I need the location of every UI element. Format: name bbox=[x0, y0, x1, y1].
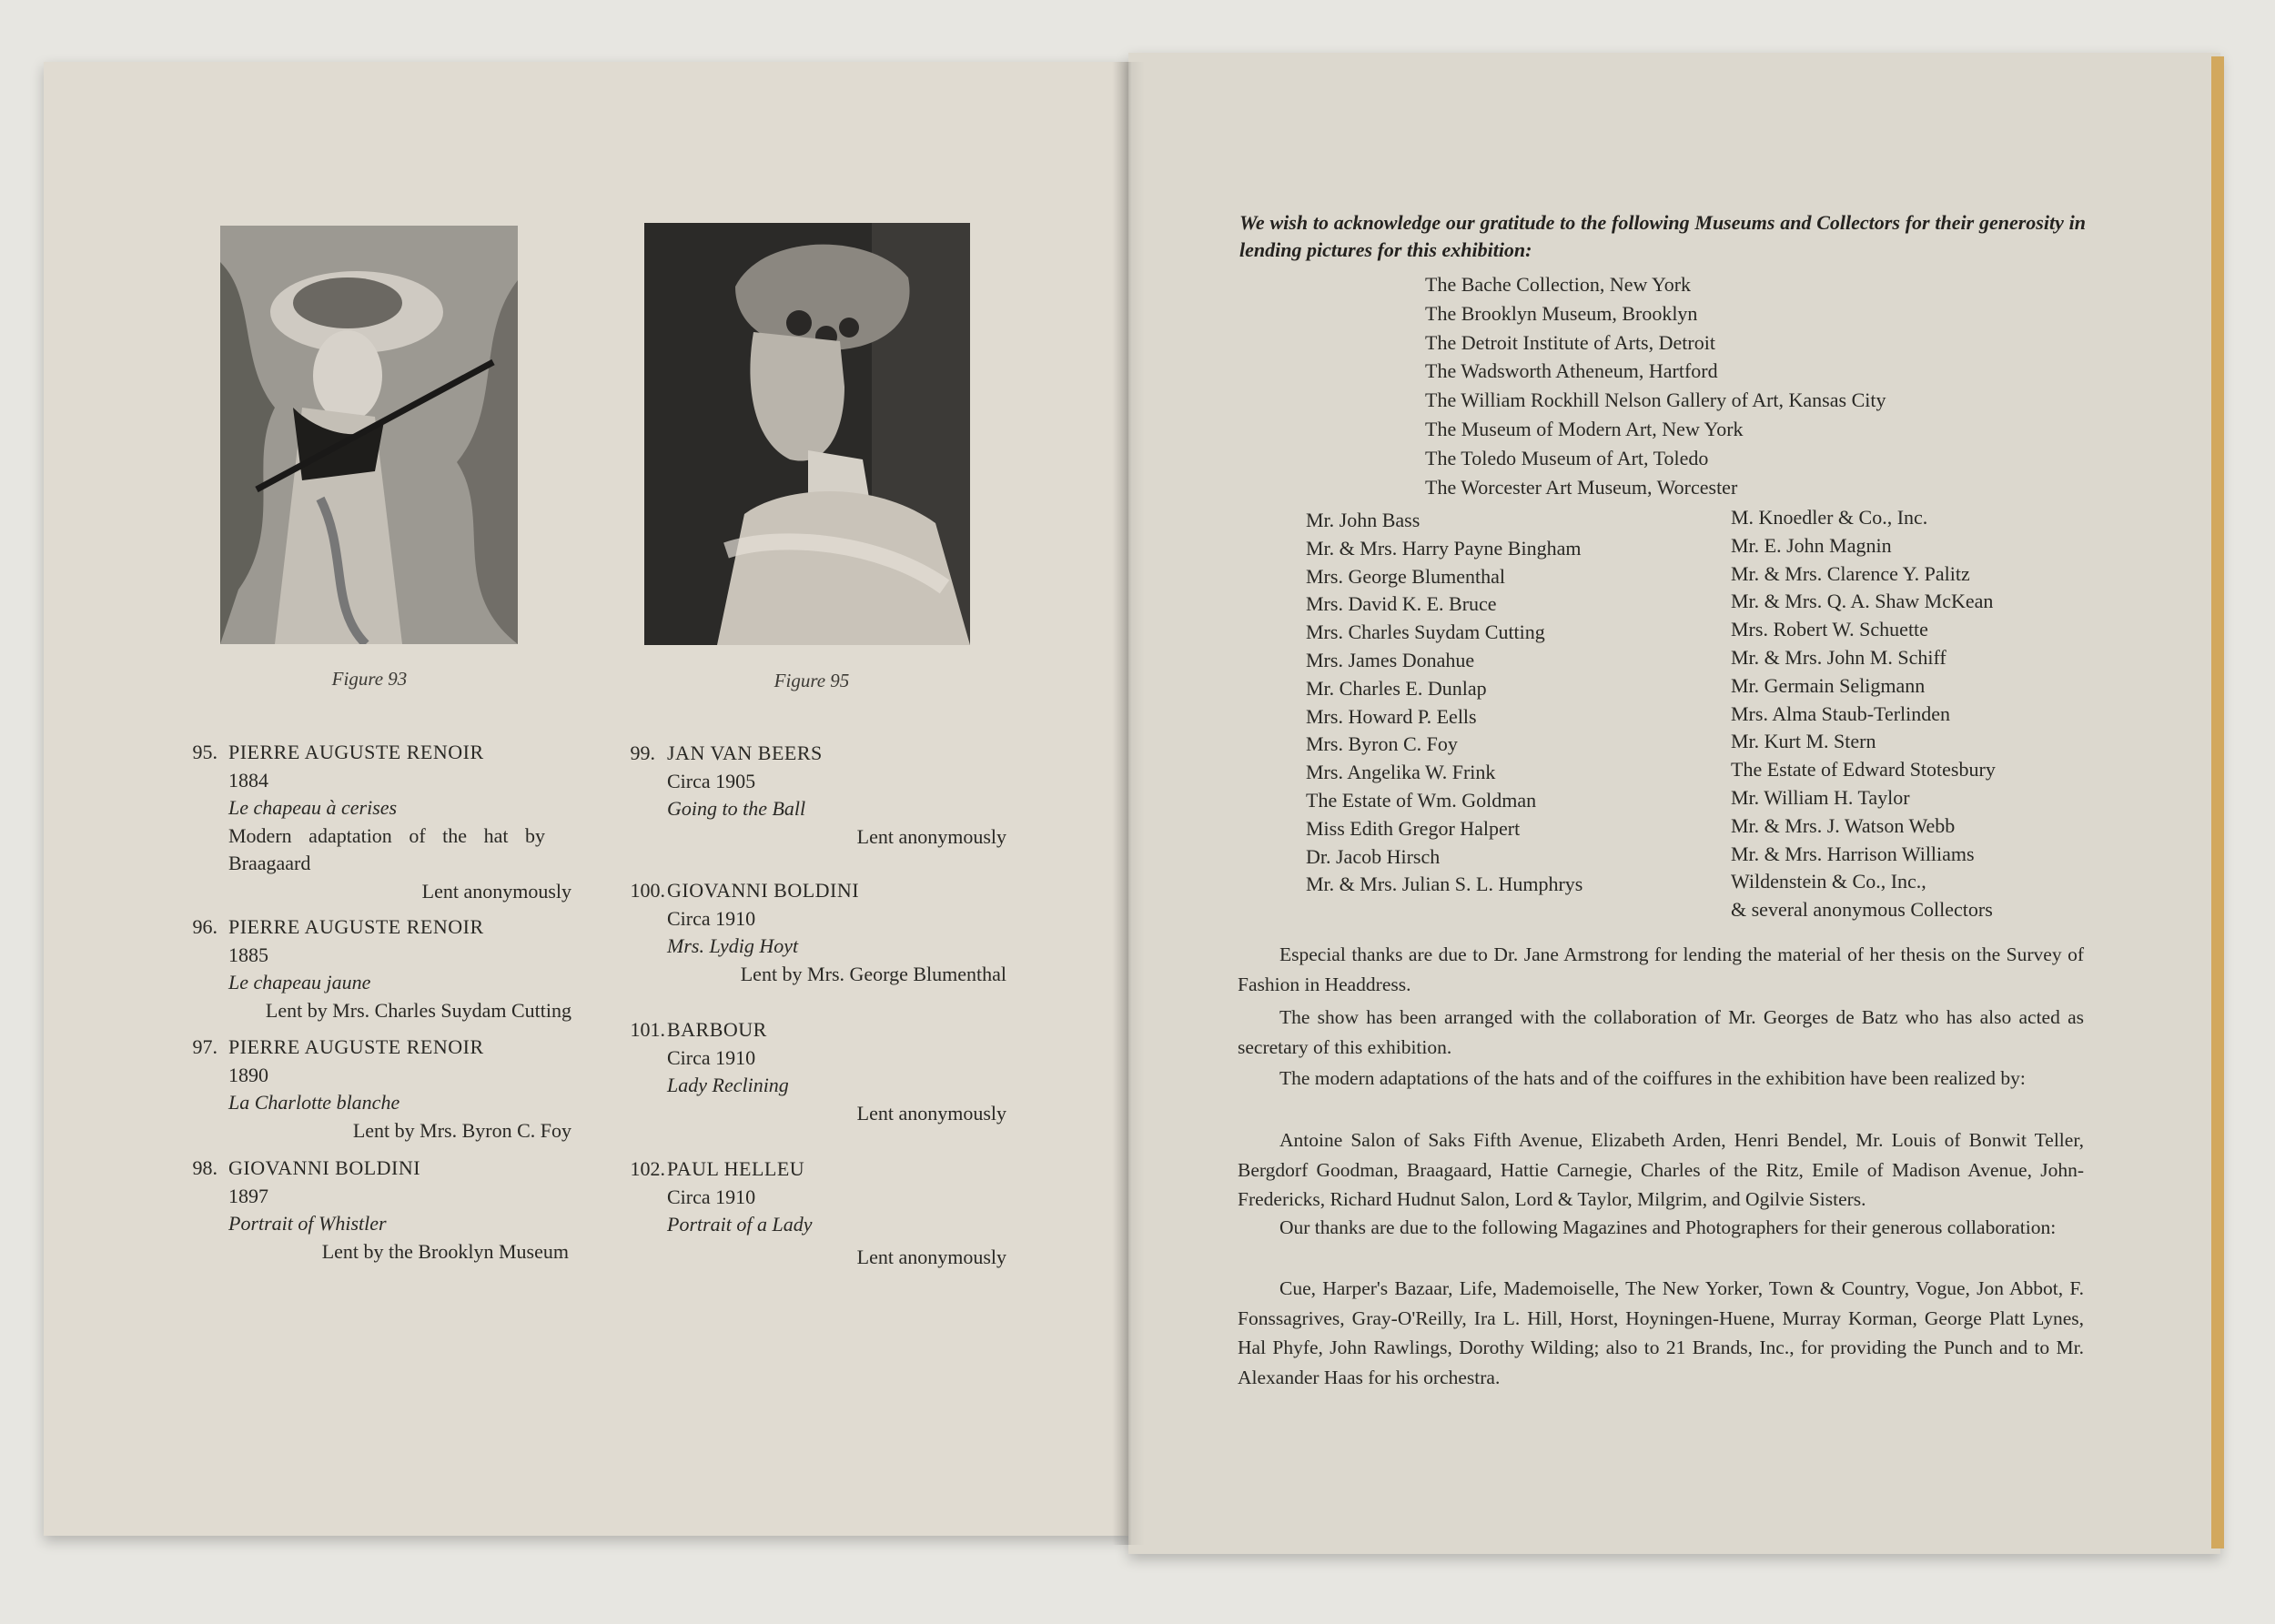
entry-lender: Lent by Mrs. Byron C. Foy bbox=[352, 1118, 571, 1142]
collector-item: Dr. Jacob Hirsch bbox=[1306, 844, 1441, 868]
entry-lender: Lent anonymously bbox=[421, 879, 571, 903]
collector-item: Mr. & Mrs. Harrison Williams bbox=[1731, 842, 1975, 865]
book-gutter bbox=[1112, 62, 1145, 1545]
collector-item: Mr. & Mrs. John M. Schiff bbox=[1731, 645, 1946, 669]
collector-item: Mrs. David K. E. Bruce bbox=[1306, 592, 1497, 616]
entry-artist: BARBOUR bbox=[667, 1018, 767, 1041]
entry-year: 1884 bbox=[228, 768, 268, 792]
museum-item: The Detroit Institute of Arts, Detroit bbox=[1425, 330, 1715, 354]
collector-item: The Estate of Edward Stotesbury bbox=[1731, 758, 1996, 782]
collector-item: The Estate of Wm. Goldman bbox=[1306, 788, 1537, 812]
collector-item: Mr. & Mrs. Q. A. Shaw McKean bbox=[1731, 590, 1994, 613]
entry-year: Circa 1910 bbox=[667, 906, 756, 930]
figure-95-caption: Figure 95 bbox=[774, 670, 850, 691]
museum-item: The Wadsworth Atheneum, Hartford bbox=[1425, 359, 1718, 383]
credits-paragraph: Cue, Harper's Bazaar, Life, Mademoiselle, The New Yorker, Town & Country, Vogue, Jon Abbot, F. Fonssagrives, Gray-O'Reilly, Ira L. Hill, Horst, Hoyningen-Huene, Murray Korman, George Platt Lynes, Hal Phyfe, John Rawlings, Dorothy Wilding; also to 21 Brands, Inc., for providing the Punch and to Mr. Alexander Haas for his orchestra. bbox=[1238, 1277, 2084, 1388]
entry-artist: PIERRE AUGUSTE RENOIR bbox=[228, 1035, 484, 1058]
collector-item: Mr. & Mrs. Julian S. L. Humphrys bbox=[1306, 873, 1583, 896]
entry-number: 99. bbox=[630, 741, 655, 764]
entry-title: Portrait of Whistler bbox=[228, 1212, 387, 1235]
collector-item: Mrs. Charles Suydam Cutting bbox=[1306, 620, 1545, 644]
entry-number: 101. bbox=[630, 1018, 665, 1041]
entry-lender: Lent anonymously bbox=[856, 1101, 1006, 1125]
entry-artist: PIERRE AUGUSTE RENOIR bbox=[228, 741, 484, 763]
entry-year: 1897 bbox=[228, 1184, 268, 1207]
entry-note: Braagaard bbox=[228, 852, 311, 874]
entry-year: 1885 bbox=[228, 943, 268, 966]
entry-artist: JAN VAN BEERS bbox=[667, 741, 823, 764]
collector-item: Mr. & Mrs. Harry Payne Bingham bbox=[1306, 536, 1582, 560]
adaptations-paragraph: The modern adaptations of the hats and of the coiffures in the exhibition have been realized by: bbox=[1279, 1067, 2026, 1089]
entry-lender: Lent by the Brooklyn Museum bbox=[321, 1239, 569, 1263]
collector-item: Mr. & Mrs. J. Watson Webb bbox=[1731, 813, 1956, 837]
entry-number: 98. bbox=[192, 1156, 217, 1179]
museum-item: The William Rockhill Nelson Gallery of Art, Kansas City bbox=[1425, 388, 1886, 412]
collector-item: Mrs. Alma Staub-Terlinden bbox=[1731, 701, 1951, 725]
collector-list-left bbox=[1306, 507, 1582, 899]
collector-item: Mr. Kurt M. Stern bbox=[1731, 730, 1876, 753]
collector-item: M. Knoedler & Co., Inc. bbox=[1731, 506, 1928, 529]
museum-item: The Worcester Art Museum, Worcester bbox=[1425, 475, 1738, 499]
entry-note: Modern adaptation of the hat by bbox=[228, 823, 545, 847]
entry-artist: GIOVANNI BOLDINI bbox=[228, 1156, 421, 1179]
collector-item: Wildenstein & Co., Inc., bbox=[1731, 870, 1926, 893]
museum-item: The Museum of Modern Art, New York bbox=[1425, 417, 1744, 440]
museum-item: The Bache Collection, New York bbox=[1425, 273, 1692, 296]
entry-number: 96. bbox=[192, 915, 217, 938]
entry-year: Circa 1910 bbox=[667, 1045, 756, 1069]
magazines-paragraph: Our thanks are due to the following Magazines and Photographers for their generous collaboration: bbox=[1279, 1216, 2057, 1238]
collector-item: Mrs. Robert W. Schuette bbox=[1731, 618, 1928, 641]
entry-title: Le chapeau à cerises bbox=[228, 796, 398, 819]
collector-item: Mrs. Howard P. Eells bbox=[1306, 704, 1477, 728]
entry-lender: Lent anonymously bbox=[856, 1245, 1006, 1268]
entry-title: Lady Reclining bbox=[667, 1074, 789, 1096]
entry-artist: PAUL HELLEU bbox=[667, 1157, 805, 1180]
thanks-paragraph: Especial thanks are due to Dr. Jane Armstrong for lending the material of her thesis on the Survey of Fashion in Headdress. bbox=[1238, 943, 2084, 995]
museum-item: The Toledo Museum of Art, Toledo bbox=[1425, 446, 1709, 469]
collector-item: Mr. Germain Seligmann bbox=[1731, 673, 1926, 697]
collector-item: Mrs. James Donahue bbox=[1306, 648, 1475, 671]
figure-93-image bbox=[220, 226, 518, 644]
museum-list bbox=[1425, 270, 1886, 501]
entry-artist: GIOVANNI BOLDINI bbox=[667, 879, 860, 902]
entry-year: Circa 1910 bbox=[667, 1185, 756, 1208]
entry-title: Le chapeau jaune bbox=[228, 971, 371, 994]
collector-item: Mr. John Bass bbox=[1306, 509, 1421, 531]
entry-title: Going to the Ball bbox=[667, 797, 806, 820]
acknowledgement-intro: We wish to acknowledge our gratitude to the following Museums and Collectors for their generosity in lending pictures for this exhibition: bbox=[1239, 211, 2086, 261]
collector-item: Miss Edith Gregor Halpert bbox=[1306, 816, 1521, 840]
entry-title: Portrait of a Lady bbox=[667, 1213, 813, 1236]
collector-item: Mr. & Mrs. Clarence Y. Palitz bbox=[1731, 561, 1970, 585]
collector-item: Mrs. Angelika W. Frink bbox=[1306, 761, 1496, 784]
entry-title: La Charlotte blanche bbox=[228, 1091, 400, 1114]
collector-item: Mr. Charles E. Dunlap bbox=[1306, 676, 1487, 700]
entry-artist: PIERRE AUGUSTE RENOIR bbox=[228, 915, 484, 938]
entry-number: 97. bbox=[192, 1035, 217, 1058]
collector-item: Mrs. Byron C. Foy bbox=[1306, 732, 1458, 756]
entry-lender: Lent anonymously bbox=[856, 824, 1006, 848]
entry-number: 95. bbox=[192, 741, 217, 763]
collector-item: Mr. William H. Taylor bbox=[1731, 785, 1910, 809]
entry-number: 102. bbox=[630, 1157, 665, 1180]
cover-edge bbox=[2211, 56, 2224, 1548]
collaboration-paragraph: The show has been arranged with the collaboration of Mr. Georges de Batz who has also acted as secretary of this exhibition. bbox=[1238, 1006, 2084, 1058]
collector-item: & several anonymous Collectors bbox=[1731, 898, 1993, 922]
collector-item: Mrs. George Blumenthal bbox=[1306, 564, 1505, 588]
contributors-paragraph: Antoine Salon of Saks Fifth Avenue, Elizabeth Arden, Henri Bendel, Mr. Louis of Bonwit Teller, Bergdorf Goodman, Braagaard, Hattie Carnegie, Charles of the Ritz, Emile of Madison Avenue, John-Fredericks, Richard Hudnut Salon, Lord & Taylor, Milgrim, and Ogilvie Sisters. bbox=[1238, 1129, 2084, 1210]
museum-item: The Brooklyn Museum, Brooklyn bbox=[1425, 301, 1698, 325]
entry-lender: Lent by Mrs. Charles Suydam Cutting bbox=[265, 998, 571, 1022]
collector-list-right bbox=[1731, 504, 1996, 924]
figure-95-image bbox=[644, 223, 970, 645]
figure-93-caption: Figure 93 bbox=[331, 668, 408, 690]
entry-lender: Lent by Mrs. George Blumenthal bbox=[740, 962, 1006, 985]
entry-title: Mrs. Lydig Hoyt bbox=[667, 934, 799, 957]
entry-number: 100. bbox=[630, 879, 665, 902]
collector-item: Mr. E. John Magnin bbox=[1731, 533, 1892, 557]
entry-year: Circa 1905 bbox=[667, 769, 756, 792]
entry-year: 1890 bbox=[228, 1063, 268, 1086]
